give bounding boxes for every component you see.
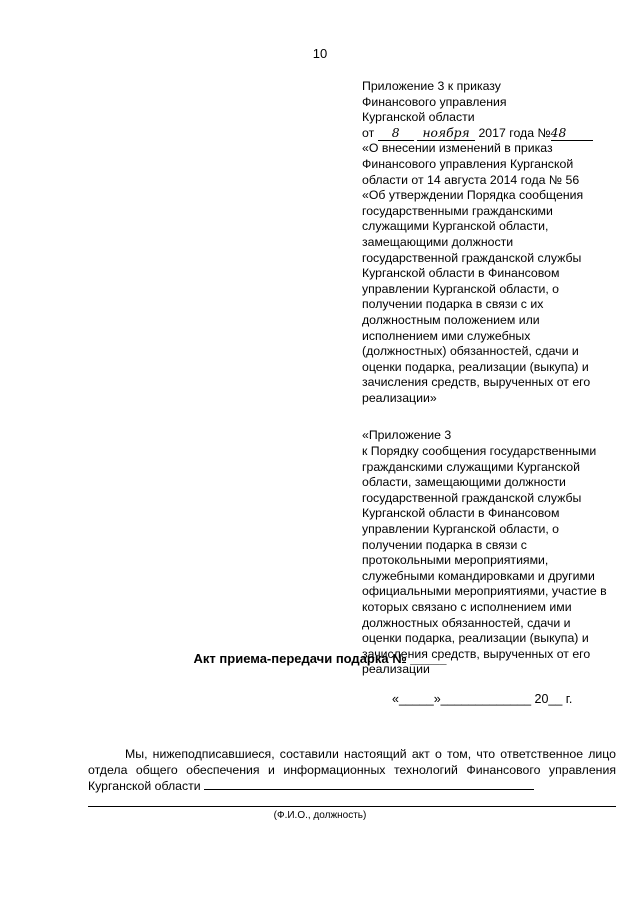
act-body-text: Мы, нижеподписавшиеся, составили настоящий акт о том, что ответственное лицо отдела общего обеспечения и информационных технологий Финансового управления Курганской области <box>88 747 616 793</box>
amendment-line: служащими Курганской области, <box>362 219 549 234</box>
appendix-line: Курганской области <box>362 110 475 125</box>
amendment-line: получении подарка в связи с их <box>362 297 544 312</box>
annex-line: зачисления средств, вырученных от его <box>362 646 591 661</box>
signature-fill-line <box>88 806 616 807</box>
annex-line: должностных обязанностей, сдачи и <box>362 615 571 630</box>
annex-title <box>362 428 624 678</box>
page-number: 10 <box>312 46 328 61</box>
act-body-paragraph <box>88 746 616 794</box>
act-date-line: «_____»_____________ 20__ г. <box>392 692 573 706</box>
annex-line: к Порядку сообщения государственными <box>362 444 597 459</box>
appendix-line: Приложение 3 к приказу <box>362 79 501 93</box>
amendment-title <box>362 141 624 406</box>
annex-line: которых связано с исполнением ими <box>362 600 572 614</box>
handwritten-day: 8 <box>378 127 414 141</box>
appendix-line: Финансового управления <box>362 94 507 109</box>
amendment-line: «Об утверждении Порядка сообщения <box>362 188 584 203</box>
amendment-line: (должностных) обязанностей, сдачи и <box>362 344 579 359</box>
date-prefix: от <box>362 125 375 140</box>
amendment-line: зачисления средств, вырученных от его <box>362 375 591 390</box>
annex-line: протокольными мероприятиями, <box>362 553 549 568</box>
annex-line: области, замещающими должности <box>362 475 566 490</box>
name-fill-line <box>204 779 534 790</box>
handwritten-month: ноября <box>417 127 475 141</box>
annex-line: государственной гражданской службы <box>362 490 582 505</box>
amendment-line: оценки подарка, реализации (выкупа) и <box>362 359 589 374</box>
amendment-line: Курганской области в Финансовом <box>362 266 560 281</box>
annex-line: управлении Курганской области, о <box>362 522 560 537</box>
annex-line: официальными мероприятиями, участие в <box>362 584 607 599</box>
annex-line: служебными командировками и другими <box>362 568 595 583</box>
appendix-header <box>362 79 624 678</box>
handwritten-order-number: 48 <box>551 127 593 141</box>
annex-line: реализации <box>362 662 430 677</box>
amendment-line: реализации» <box>362 390 437 405</box>
amendment-line: государственными гражданскими <box>362 203 553 218</box>
amendment-line: исполнением ими служебных <box>362 328 531 343</box>
fio-caption: (Ф.И.О., должность) <box>273 810 367 821</box>
amendment-line: области от 14 августа 2014 года № 56 <box>362 172 580 187</box>
annex-line: оценки подарка, реализации (выкупа) и <box>362 631 589 646</box>
annex-line: получении подарка в связи с <box>362 537 527 552</box>
act-title: Акт приема-передачи подарка № _____ <box>193 651 447 666</box>
amendment-line: замещающими должности <box>362 234 514 249</box>
order-date-line <box>362 126 624 142</box>
annex-line: гражданскими служащими Курганской <box>362 459 580 474</box>
amendment-line: «О внесении изменений в приказ <box>362 141 553 156</box>
annex-line: Курганской области в Финансовом <box>362 506 560 521</box>
amendment-line: Финансового управления Курганской <box>362 156 574 171</box>
amendment-line: должностным положением или <box>362 312 540 327</box>
date-year-text: 2017 года № <box>478 125 551 140</box>
annex-line: «Приложение 3 <box>362 428 452 443</box>
amendment-line: государственной гражданской службы <box>362 250 582 265</box>
amendment-line: управлении Курганской области, о <box>362 281 560 296</box>
